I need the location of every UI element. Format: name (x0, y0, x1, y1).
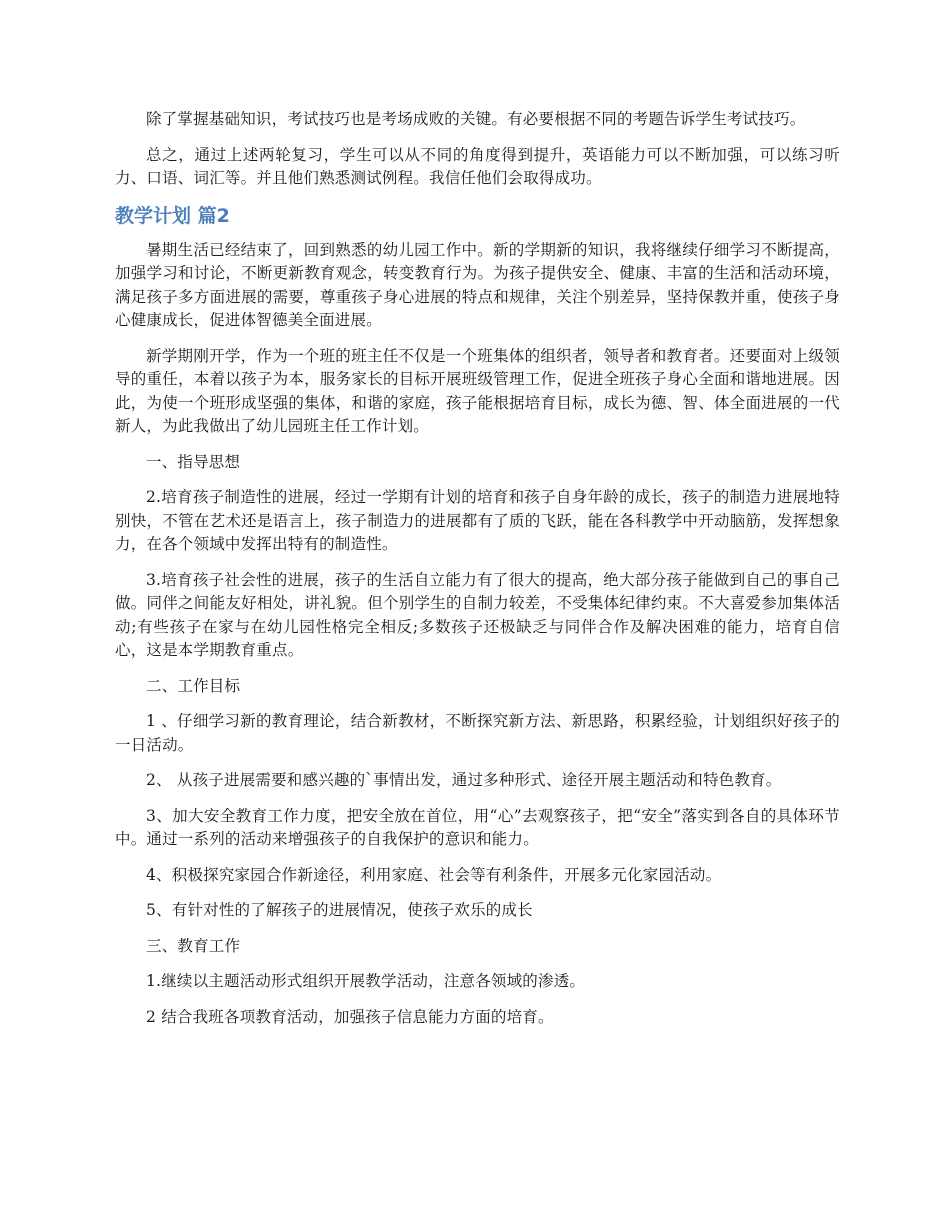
paragraph: 新学期刚开学，作为一个班的班主任不仅是一个班集体的组织者，领导者和教育者。还要面对上级领导的重任，本着以孩子为本，服务家长的目标开展班级管理工作，促进全班孩子身心全面和谐地进展。因此，为使一个班形成坚强的集体，和谐的家庭，孩子能根据培育目标，成长为德、智、体全面进展的一代新人，为此我做出了幼儿园班主任工作计划。 (115, 346, 840, 435)
paragraph: 暑期生活已经结束了，回到熟悉的幼儿园工作中。新的学期新的知识，我将继续仔细学习不断提高，加强学习和讨论，不断更新教育观念，转变教育行为。为孩子提供安全、健康、丰富的生活和活动环境，满足孩子多方面进展的需要，尊重孩子身心进展的特点和规律，关注个别差异，坚持保教并重，使孩子身心健康成长，促进体智德美全面进展。 (115, 240, 840, 329)
subheading-work-goals: 二、工作目标 (146, 676, 241, 695)
paragraph: 除了掌握基础知识，考试技巧也是考场成败的关键。有必要根据不同的考题告诉学生考试技巧。 (146, 110, 806, 128)
subheading-education-work: 三、教育工作 (146, 936, 241, 955)
list-item: 4、积极探究家园合作新途径，利用家庭、社会等有利条件，开展多元化家园活动。 (146, 865, 722, 884)
paragraph: 总之，通过上述两轮复习，学生可以从不同的角度得到提升，英语能力可以不断加强，可以练习听力、口语、词汇等。并且他们熟悉测试例程。我信任他们会取得成功。 (115, 145, 840, 187)
list-item: 2、 从孩子进展需要和感兴趣的`事情出发，通过多种形式、途径开展主题活动和特色教育。 (146, 771, 782, 789)
list-item: 3、加大安全教育工作力度，把安全放在首位，用“心”去观察孩子，把“安全”落实到各自的具体环节中。通过一系列的活动来增强孩子的自我保护的意识和能力。 (115, 806, 840, 848)
list-item: 5、有针对性的了解孩子的进展情况，使孩子欢乐的成长 (146, 901, 533, 919)
subheading-guiding-ideology: 一、指导思想 (146, 452, 241, 471)
paragraph: 3.培育孩子社会性的进展，孩子的生活自立能力有了很大的提高，绝大部分孩子能做到自己的事自己做。同伴之间能友好相处，讲礼貌。但个别学生的自制力较差，不受集体纪律约束。不大喜爱参加集体活动;有些孩子在家与在幼儿园性格完全相反;多数孩子还极缺乏与同伴合作及解决困难的能力，培育自信心，这是本学期教育重点。 (115, 570, 840, 659)
list-item: 1.继续以主题活动形式组织开展教学活动，注意各领域的渗透。 (146, 972, 586, 990)
document-body (115, 108, 840, 1041)
list-item: 1 、仔细学习新的教育理论，结合新教材，不断探究新方法、新思路，积累经验，计划组织好孩子的一日活动。 (115, 712, 840, 754)
section-heading: 教学计划 篇2 (115, 204, 230, 227)
list-item: 2 结合我班各项教育活动，加强孩子信息能力方面的培育。 (146, 1007, 554, 1026)
paragraph: 2.培育孩子制造性的进展，经过一学期有计划的培育和孩子自身年龄的成长，孩子的制造力进展地特别快，不管在艺术还是语言上，孩子制造力的进展都有了质的飞跃，能在各科教学中开动脑筋，发挥想象力，在各个领域中发挥出特有的制造性。 (115, 488, 840, 553)
